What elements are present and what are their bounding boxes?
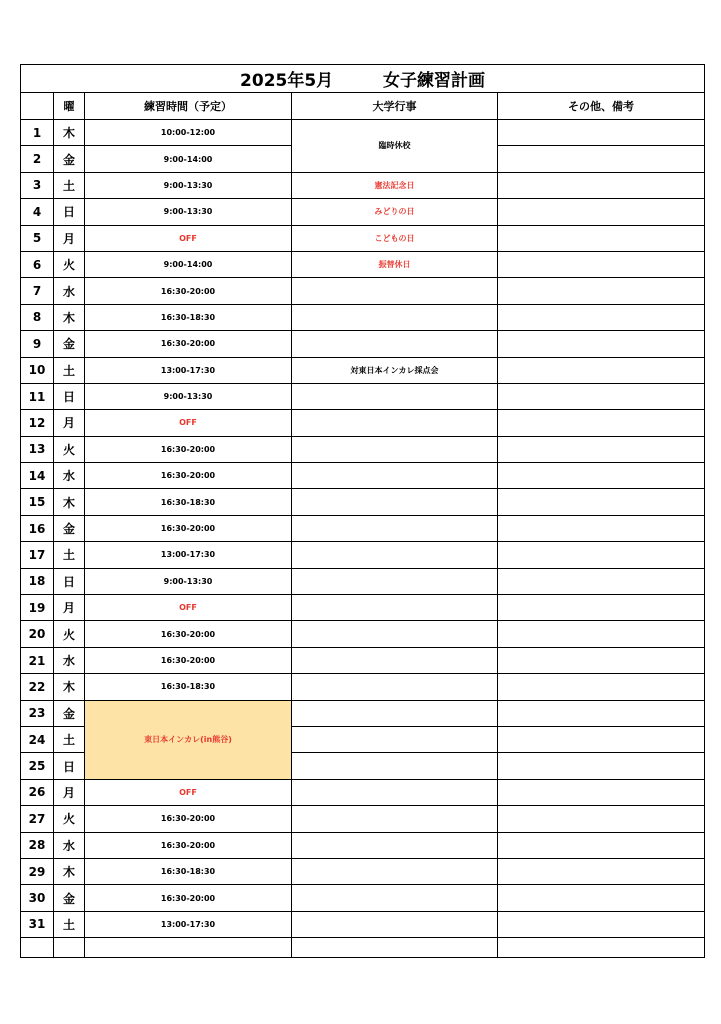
inkare-merged-cell: 東日本インカレ(in熊谷) [85,700,292,779]
schedule-body [21,120,705,938]
notes-cell [498,146,705,172]
table-row [21,251,705,277]
university-event [292,885,498,911]
practice-time: 16:30-20:00 [85,436,292,462]
table-row [21,383,705,409]
weekday-cell: 火 [54,621,85,647]
table-row [21,172,705,198]
table-row [21,199,705,225]
weekday-cell: 金 [54,885,85,911]
practice-time: 16:30-18:30 [85,674,292,700]
weekday-cell: 月 [54,779,85,805]
day-number: 1 [21,120,54,146]
practice-time: 13:00-17:30 [85,542,292,568]
notes-cell [498,357,705,383]
header-university-events: 大学行事 [292,93,498,120]
university-event [292,806,498,832]
notes-cell [498,621,705,647]
weekday-cell: 土 [54,357,85,383]
practice-time: 16:30-18:30 [85,858,292,884]
table-row [21,858,705,884]
day-number: 10 [21,357,54,383]
university-event [292,410,498,436]
weekday-cell: 日 [54,568,85,594]
day-number: 28 [21,832,54,858]
university-event: みどりの日 [292,199,498,225]
weekday-cell: 木 [54,674,85,700]
table-row [21,410,705,436]
schedule-table [20,64,705,958]
title-period: 2025年5月 [240,71,334,91]
weekday-cell: 水 [54,463,85,489]
university-event [292,515,498,541]
notes-cell [498,383,705,409]
weekday-cell: 水 [54,647,85,673]
weekday-cell: 火 [54,806,85,832]
day-number: 16 [21,515,54,541]
table-row [21,779,705,805]
practice-time: 16:30-18:30 [85,489,292,515]
notes-cell [498,172,705,198]
table-row [21,542,705,568]
table-row [21,806,705,832]
practice-time: 13:00-17:30 [85,911,292,937]
table-row [21,568,705,594]
practice-time: 9:00-13:30 [85,199,292,225]
header-practice-time: 練習時間（予定） [85,93,292,120]
university-event [292,911,498,937]
practice-time: 16:30-20:00 [85,515,292,541]
weekday-cell: 日 [54,753,85,779]
university-event [292,753,498,779]
practice-time: 16:30-20:00 [85,832,292,858]
notes-cell [498,858,705,884]
university-event [292,858,498,884]
weekday-cell: 木 [54,858,85,884]
weekday-cell: 火 [54,251,85,277]
day-number: 18 [21,568,54,594]
notes-cell [498,885,705,911]
university-event: 対東日本インカレ採点会 [292,357,498,383]
day-number: 26 [21,779,54,805]
table-row [21,357,705,383]
weekday-cell: 土 [54,726,85,752]
university-event [292,304,498,330]
university-event: 振替休日 [292,251,498,277]
blank-cell [292,938,498,958]
notes-cell [498,251,705,277]
table-row [21,700,705,726]
day-number: 17 [21,542,54,568]
table-row [21,595,705,621]
weekday-cell: 日 [54,383,85,409]
day-number: 13 [21,436,54,462]
university-event [292,436,498,462]
day-number: 21 [21,647,54,673]
notes-cell [498,225,705,251]
practice-time: 9:00-13:30 [85,172,292,198]
university-event: 憲法記念日 [292,172,498,198]
university-event [292,832,498,858]
table-row [21,647,705,673]
notes-cell [498,542,705,568]
notes-cell [498,832,705,858]
notes-cell [498,410,705,436]
notes-cell [498,120,705,146]
table-row [21,621,705,647]
table-row [21,885,705,911]
practice-time: 10:00-12:00 [85,120,292,146]
practice-time: 16:30-20:00 [85,621,292,647]
blank-cell [54,938,85,958]
day-number: 8 [21,304,54,330]
table-row [21,515,705,541]
day-number: 5 [21,225,54,251]
day-number: 29 [21,858,54,884]
table-row [21,120,705,146]
table-row [21,225,705,251]
weekday-cell: 土 [54,172,85,198]
notes-cell [498,436,705,462]
day-number: 12 [21,410,54,436]
off-label: OFF [85,410,292,436]
day-number: 23 [21,700,54,726]
university-event [292,331,498,357]
notes-cell [498,674,705,700]
table-row [21,463,705,489]
university-event [292,726,498,752]
weekday-cell: 月 [54,595,85,621]
university-event [292,647,498,673]
university-event [292,621,498,647]
day-number: 15 [21,489,54,515]
weekday-cell: 水 [54,832,85,858]
weekday-cell: 土 [54,542,85,568]
weekday-cell: 木 [54,304,85,330]
practice-time: 16:30-20:00 [85,278,292,304]
weekday-cell: 水 [54,278,85,304]
practice-time: 16:30-20:00 [85,806,292,832]
notes-cell [498,304,705,330]
notes-cell [498,568,705,594]
notes-cell [498,463,705,489]
schedule-sheet [20,64,704,958]
notes-cell [498,515,705,541]
notes-cell [498,753,705,779]
weekday-cell: 日 [54,199,85,225]
notes-cell [498,911,705,937]
notes-cell [498,726,705,752]
blank-cell [21,938,54,958]
weekday-cell: 金 [54,700,85,726]
university-event [292,383,498,409]
header-other-notes: その他、備考 [498,93,705,120]
off-label: OFF [85,595,292,621]
day-number: 22 [21,674,54,700]
weekday-cell: 火 [54,436,85,462]
weekday-cell: 金 [54,331,85,357]
weekday-cell: 金 [54,515,85,541]
practice-time: 16:30-20:00 [85,463,292,489]
table-row [21,304,705,330]
notes-cell [498,278,705,304]
notes-cell [498,647,705,673]
notes-cell [498,595,705,621]
day-number: 4 [21,199,54,225]
university-event [292,463,498,489]
off-label: OFF [85,225,292,251]
day-number: 3 [21,172,54,198]
notes-cell [498,779,705,805]
table-row [21,489,705,515]
weekday-cell: 金 [54,146,85,172]
notes-cell [498,700,705,726]
off-label: OFF [85,779,292,805]
sheet-title [21,65,705,93]
weekday-cell: 木 [54,120,85,146]
practice-time: 16:30-20:00 [85,331,292,357]
day-number: 7 [21,278,54,304]
university-event [292,700,498,726]
table-row [21,331,705,357]
practice-time: 9:00-14:00 [85,146,292,172]
practice-time: 16:30-20:00 [85,647,292,673]
day-number: 27 [21,806,54,832]
day-number: 9 [21,331,54,357]
header-day [21,93,54,120]
table-row [21,832,705,858]
day-number: 25 [21,753,54,779]
day-number: 11 [21,383,54,409]
university-event [292,568,498,594]
practice-time: 9:00-13:30 [85,568,292,594]
university-event [292,779,498,805]
university-event [292,278,498,304]
day-number: 2 [21,146,54,172]
university-event [292,595,498,621]
notes-cell [498,806,705,832]
day-number: 19 [21,595,54,621]
blank-cell [498,938,705,958]
notes-cell [498,331,705,357]
table-row [21,436,705,462]
practice-time: 9:00-14:00 [85,251,292,277]
practice-time: 13:00-17:30 [85,357,292,383]
notes-cell [498,199,705,225]
table-row [21,278,705,304]
practice-time: 16:30-18:30 [85,304,292,330]
rinji-kyuko-merged-cell: 臨時休校 [292,120,498,173]
weekday-cell: 土 [54,911,85,937]
day-number: 30 [21,885,54,911]
notes-cell [498,489,705,515]
weekday-cell: 月 [54,225,85,251]
title-name: 女子練習計画 [383,71,486,91]
blank-cell [85,938,292,958]
weekday-cell: 月 [54,410,85,436]
day-number: 20 [21,621,54,647]
header-weekday: 曜 [54,93,85,120]
day-number: 31 [21,911,54,937]
table-row [21,674,705,700]
practice-time: 9:00-13:30 [85,383,292,409]
university-event [292,674,498,700]
university-event [292,542,498,568]
day-number: 6 [21,251,54,277]
university-event [292,489,498,515]
day-number: 24 [21,726,54,752]
weekday-cell: 木 [54,489,85,515]
table-row [21,911,705,937]
practice-time: 16:30-20:00 [85,885,292,911]
day-number: 14 [21,463,54,489]
university-event: こどもの日 [292,225,498,251]
